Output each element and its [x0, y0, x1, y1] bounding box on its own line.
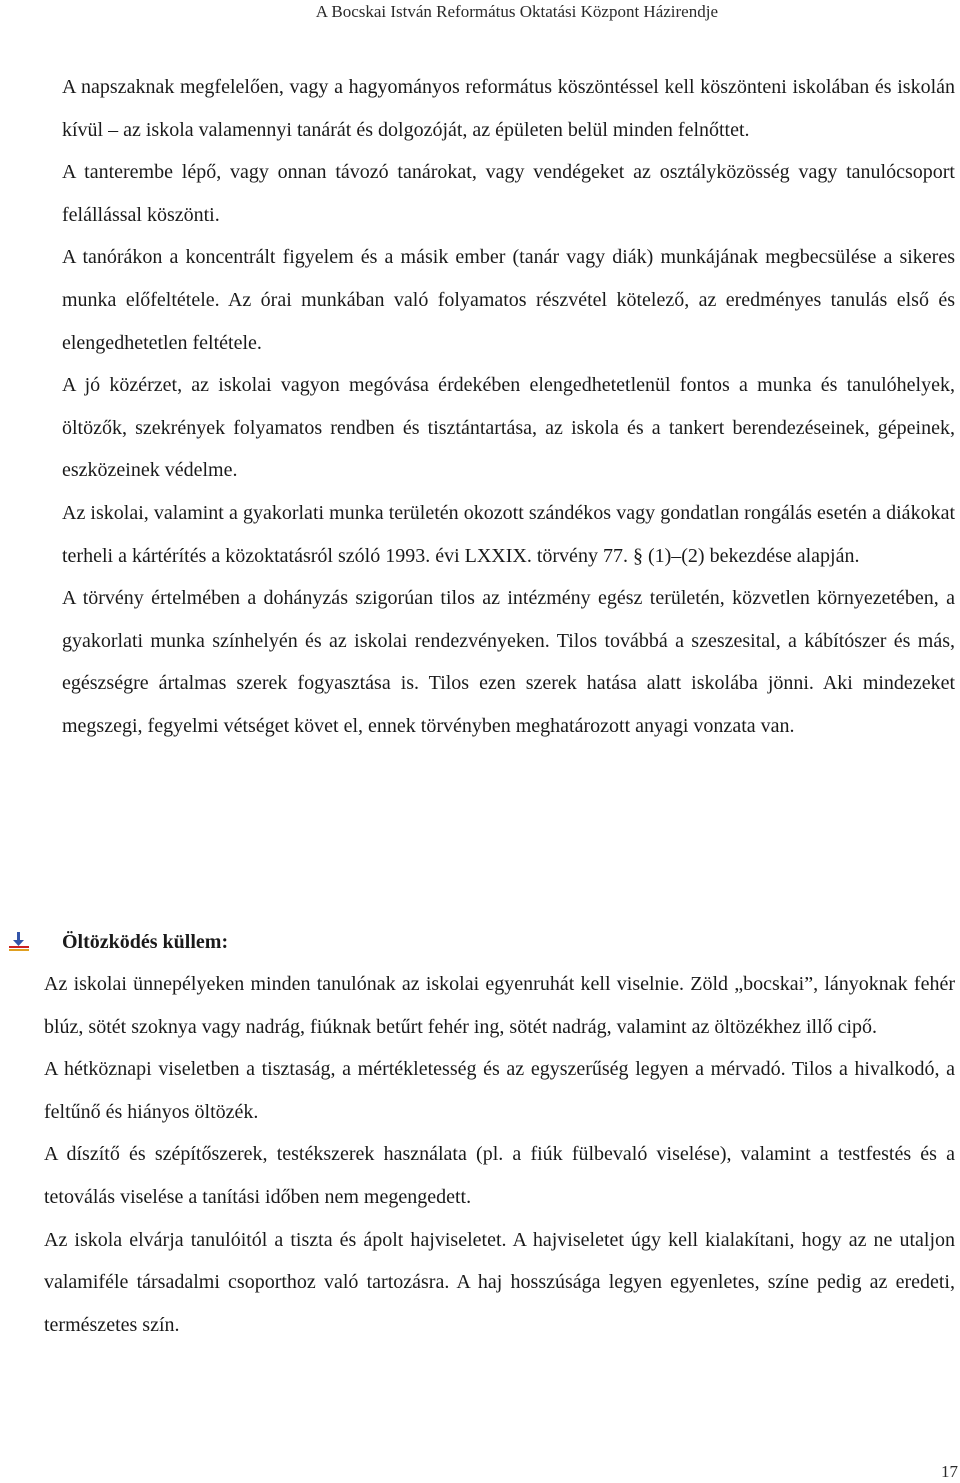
paragraph-uniform: Az iskolai ünnepélyeken minden tanulónak az iskolai egyenruhát kell viselnie. Zöld „bocskai”, lányoknak fehér blúz, sötét szoknya vagy nadrág, fiúknak betűrt fehér ing, sötét nadrág, valamint az öltözékhez illő cipő. [44, 973, 955, 1038]
page-number: 17 [941, 1462, 958, 1481]
dress-code-section [44, 963, 955, 1346]
paragraph-smoking-ban: A törvény értelmében a dohányzás szigorúan tilos az intézmény egész területén, közvetlen környezetében, a gyakorlati munka színhelyén és az iskolai rendezvényeken. Tilos továbbá a szeszesital, a kábítószer és más, egészségre ártalmas szerek fogyasztása is. Tilos ezen szerek hatása alatt iskolába jönni. Aki mindezeket megszegi, fegyelmi vétséget követ el, ennek törvényben meghatározott anyagi vonzata van. [62, 587, 955, 737]
body-text-section [62, 66, 955, 748]
paragraph-attention: A tanórákon a koncentrált figyelem és a másik ember (tanár vagy diák) munkájának megbecsülése a sikeres munka előfeltétele. Az órai munkában való folyamatos részvétel kötelező, az eredményes tanulás első és elengedhetetlen feltétele. [62, 246, 955, 354]
bullet-arrow-icon [8, 931, 30, 953]
running-header: A Bocskai István Református Oktatási Központ Házirendje [315, 2, 718, 21]
paragraph-property-care: A jó közérzet, az iskolai vagyon megóvása érdekében elengedhetetlenül fontos a munka és tanulóhelyek, öltözők, szekrények folyamatos rendben és tisztántartása, az iskola és a tankert berendezéseinek, gépeinek, eszközeinek védelme. [62, 374, 955, 482]
paragraph-jewelry: A díszítő és szépítőszerek, testékszerek használata (pl. a fiúk fülbevaló viselése), valamint a testfestés és a tetoválás viselése a tanítási időben nem megengedett. [44, 1143, 955, 1208]
section-heading-text: Öltözködés küllem: [62, 930, 229, 953]
section-heading [8, 924, 228, 960]
paragraph-everyday-wear: A hétköznapi viseletben a tisztaság, a mértékletesség és az egyszerűség legyen a mérvadó. Tilos a hivalkodó, a feltűnő és hiányos öltözék. [44, 1058, 955, 1123]
paragraph-classroom-greeting: A tanterembe lépő, vagy onnan távozó tanárokat, vagy vendégeket az osztályközösség vagy tanulócsoport felállással köszönti. [62, 161, 955, 226]
paragraph-damage-liability: Az iskolai, valamint a gyakorlati munka területén okozott szándékos vagy gondatlan rongálás esetén a diákokat terheli a kártérítés a közoktatásról szóló 1993. évi LXXIX. törvény 77. § (1)–(2) bekezdése alapján. [62, 501, 955, 567]
paragraph-hairstyle: Az iskola elvárja tanulóitól a tiszta és ápolt hajviseletet. A hajviseletet úgy kell kialakítani, hogy az ne utaljon valamiféle társadalmi csoporthoz való tartozásra. A haj hosszúsága legyen egyenletes, színe pedig az eredeti, természetes szín. [44, 1228, 955, 1336]
paragraph-greeting: A napszaknak megfelelően, vagy a hagyományos református köszöntéssel kell köszönteni iskolában és iskolán kívül – az iskola valamennyi tanárát és dolgozóját, az épületen belül minden felnőttet. [62, 76, 955, 141]
